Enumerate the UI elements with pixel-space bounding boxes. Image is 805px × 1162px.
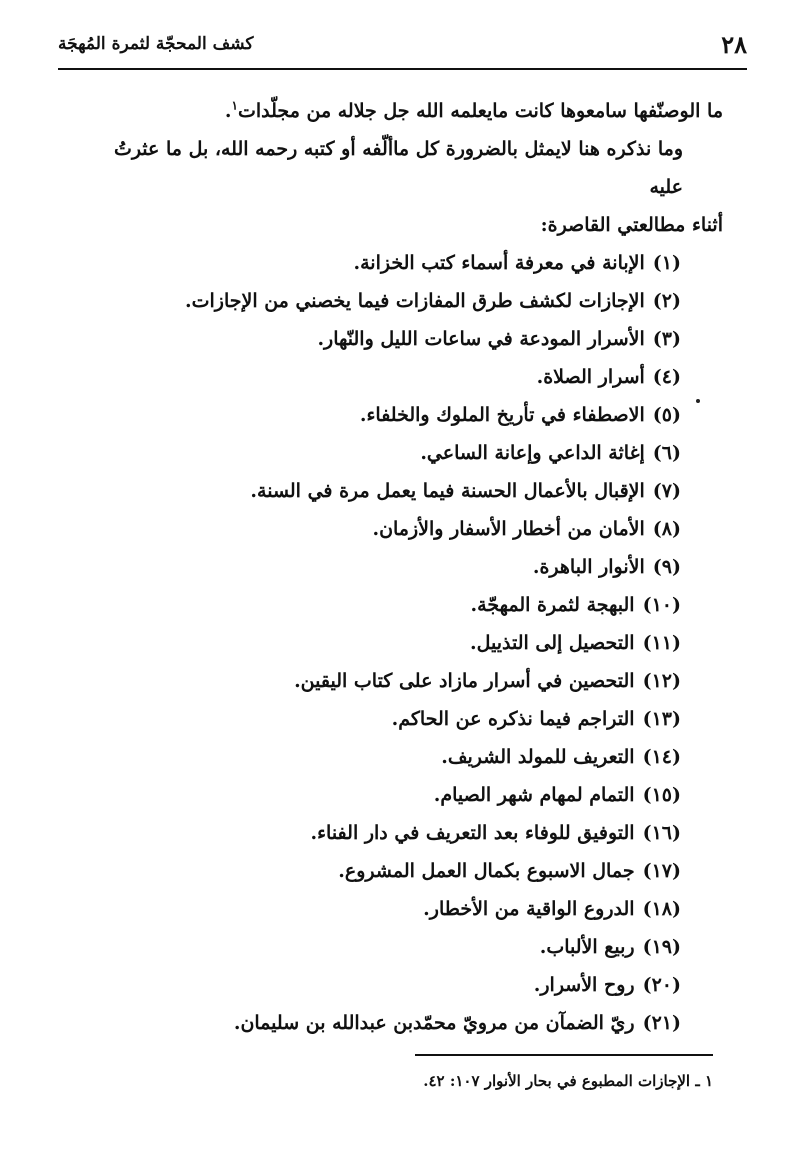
item-title: جمال الاسبوع بكمال العمل المشروع. (338, 860, 635, 882)
item-number: (٢) (652, 290, 681, 312)
footnote-ref: ١ (231, 98, 238, 113)
list-item (112, 738, 681, 776)
list-item (112, 434, 681, 472)
list-item (112, 282, 681, 320)
list-item (112, 472, 681, 510)
footnote: ١ ـ الإجازات المطبوع في بحار الأنوار ١٠٧: ٤٢. (423, 1072, 713, 1090)
list-item (112, 700, 681, 738)
item-number: (٨) (652, 518, 681, 540)
works-list (112, 244, 723, 1042)
item-number: (١٥) (642, 784, 681, 806)
list-item (112, 244, 681, 282)
item-number: (١١) (642, 632, 681, 654)
opening-line (112, 92, 723, 130)
item-number: (٢١) (642, 1012, 681, 1034)
list-item (112, 358, 681, 396)
list-item (112, 890, 681, 928)
list-item (112, 510, 681, 548)
item-number: (٦) (652, 442, 681, 464)
list-item (112, 624, 681, 662)
item-title: أسرار الصلاة. (536, 366, 645, 388)
list-item (112, 814, 681, 852)
item-title: البهجة لثمرة المهجّة. (470, 594, 635, 616)
paragraph-line-1: وما نذكره هنا لايمثل بالضرورة كل ماألّفه أو كتبه رحمه الله، بل ما عثرتُ عليه (113, 138, 683, 198)
item-title: الإقبال بالأعمال الحسنة فيما يعمل مرة في السنة. (250, 480, 645, 502)
header-rule (58, 68, 747, 70)
item-number: (١٣) (642, 708, 681, 730)
item-title: التوفيق للوفاء بعد التعريف في دار الفناء. (310, 822, 635, 844)
list-item (112, 928, 681, 966)
opening-line-end: . (224, 100, 232, 122)
item-number: (٥) (652, 404, 681, 426)
item-number: (٢٠) (642, 974, 681, 996)
list-item (112, 548, 681, 586)
item-number: (١٧) (642, 860, 681, 882)
item-number: (١٩) (642, 936, 681, 958)
item-title: الدروع الواقية من الأخطار. (423, 898, 635, 920)
item-number: (١٦) (642, 822, 681, 844)
main-text (112, 92, 723, 1042)
opening-line-text: ما الوصنّفها سامعوها كانت مايعلمه الله جل جلاله من مجلّدات (238, 100, 723, 122)
list-item (112, 662, 681, 700)
item-number: (١٤) (642, 746, 681, 768)
item-title: التحصيل إلى التذييل. (469, 632, 635, 654)
item-number: (١٨) (642, 898, 681, 920)
item-number: (٧) (652, 480, 681, 502)
paragraph-line-2: أثناء مطالعتي القاصرة: (540, 214, 723, 236)
item-title: روح الأسرار. (533, 974, 635, 996)
item-title: الإبانة في معرفة أسماء كتب الخزانة. (353, 252, 645, 274)
item-title: الأسرار المودعة في ساعات الليل والنّهار. (317, 328, 645, 350)
item-number: (١) (652, 252, 681, 274)
page-number: ٢٨ (721, 30, 747, 59)
item-number: (٤) (652, 366, 681, 388)
item-title: الأنوار الباهرة. (532, 556, 645, 578)
list-item (112, 966, 681, 1004)
item-title: ريّ الضمآن من مرويّ محمّدبن عبدالله بن سليمان. (233, 1012, 635, 1034)
item-title: التعريف للمولد الشريف. (441, 746, 635, 768)
item-title: الاصطفاء في تأريخ الملوك والخلفاء. (359, 404, 645, 426)
item-title: الإجازات لكشف طرق المفازات فيما يخصني من الإجازات. (185, 290, 645, 312)
page-header (58, 30, 747, 64)
item-title: التحصين في أسرار مازاد على كتاب اليقين. (294, 670, 635, 692)
running-title: كشف المحجّة لثمرة المُهجَة (58, 34, 254, 54)
item-title: التمام لمهام شهر الصيام. (433, 784, 635, 806)
item-title: إغاثة الداعي وإعانة الساعي. (420, 442, 645, 464)
list-item (112, 852, 681, 890)
list-item (112, 586, 681, 624)
item-number: (٣) (652, 328, 681, 350)
item-title: التراجم فيما نذكره عن الحاكم. (391, 708, 635, 730)
item-title: ربيع الألباب. (539, 936, 635, 958)
item-number: (١٢) (642, 670, 681, 692)
list-item (112, 320, 681, 358)
list-item (112, 396, 681, 434)
list-item (112, 776, 681, 814)
list-item (112, 1004, 681, 1042)
footnote-rule (415, 1054, 713, 1056)
item-title: الأمان من أخطار الأسفار والأزمان. (372, 518, 645, 540)
item-number: (١٠) (642, 594, 681, 616)
print-speck (696, 399, 700, 403)
item-number: (٩) (652, 556, 681, 578)
